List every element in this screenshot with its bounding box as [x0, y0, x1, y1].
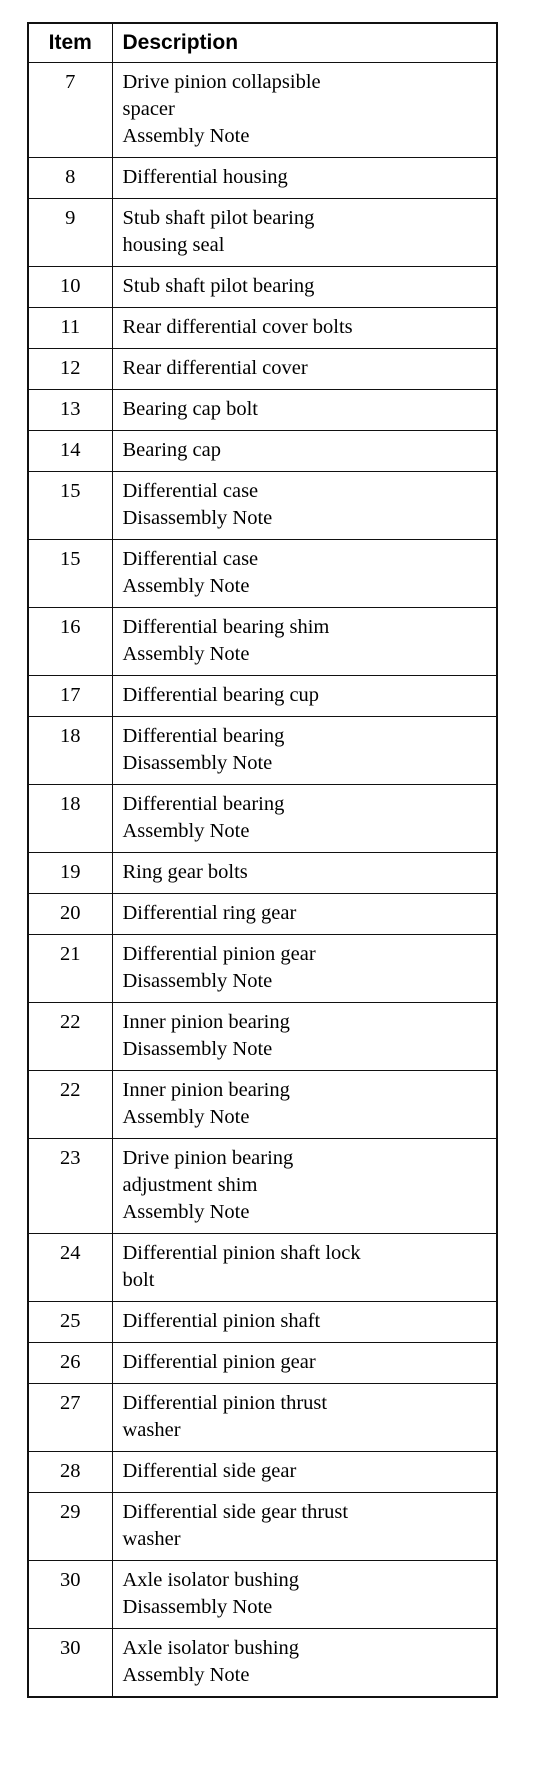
- description-line: Disassembly Note: [122, 970, 273, 992]
- table-row: [28, 1629, 497, 1698]
- item-description: [112, 431, 497, 472]
- description-line: spacer: [122, 98, 175, 120]
- description-line: Disassembly Note: [122, 1596, 273, 1618]
- table-row: [28, 199, 497, 267]
- description-line: Assembly Note: [122, 575, 250, 597]
- description-line: Differential pinion thrust: [122, 1392, 328, 1414]
- description-line: Differential bearing: [122, 725, 285, 747]
- description-line: Drive pinion collapsible: [122, 71, 321, 93]
- item-number: 15: [28, 540, 112, 608]
- item-description: [112, 676, 497, 717]
- table-row: [28, 1003, 497, 1071]
- description-line: Differential side gear: [122, 1460, 297, 1482]
- item-number: 23: [28, 1139, 112, 1234]
- item-number: 12: [28, 349, 112, 390]
- description-line: Assembly Note: [122, 643, 250, 665]
- table-body: [28, 63, 497, 1698]
- table-row: [28, 349, 497, 390]
- description-line: Disassembly Note: [122, 507, 273, 529]
- table-row: [28, 1561, 497, 1629]
- description-line: Differential case: [122, 480, 259, 502]
- table-row: [28, 1343, 497, 1384]
- table-row: [28, 472, 497, 540]
- item-number: 21: [28, 935, 112, 1003]
- item-description: [112, 390, 497, 431]
- item-description: [112, 1071, 497, 1139]
- description-line: Differential ring gear: [122, 902, 297, 924]
- item-number: 26: [28, 1343, 112, 1384]
- description-line: Assembly Note: [122, 1201, 250, 1223]
- description-line: Assembly Note: [122, 1664, 250, 1686]
- description-line: Inner pinion bearing: [122, 1011, 290, 1033]
- description-line: Axle isolator bushing: [122, 1637, 300, 1659]
- table-row: [28, 853, 497, 894]
- table-row: [28, 785, 497, 853]
- item-number: 22: [28, 1003, 112, 1071]
- description-line: Bearing cap bolt: [122, 398, 258, 420]
- table-row: [28, 608, 497, 676]
- item-description: [112, 1452, 497, 1493]
- description-line: Assembly Note: [122, 125, 250, 147]
- description-line: Bearing cap: [122, 439, 221, 461]
- description-line: Differential pinion shaft: [122, 1310, 321, 1332]
- item-number: 24: [28, 1234, 112, 1302]
- item-number: 30: [28, 1629, 112, 1698]
- item-description: [112, 1302, 497, 1343]
- item-description: [112, 608, 497, 676]
- description-line: Differential housing: [122, 166, 288, 188]
- item-number: 18: [28, 785, 112, 853]
- description-line: Differential bearing shim: [122, 616, 330, 638]
- item-description: [112, 1384, 497, 1452]
- item-description: [112, 349, 497, 390]
- item-description: [112, 1493, 497, 1561]
- description-line: Assembly Note: [122, 820, 250, 842]
- description-line: washer: [122, 1528, 181, 1550]
- table-row: [28, 1139, 497, 1234]
- table-header: [28, 23, 497, 63]
- item-description: [112, 853, 497, 894]
- description-line: Ring gear bolts: [122, 861, 248, 883]
- item-description: [112, 894, 497, 935]
- item-number: 28: [28, 1452, 112, 1493]
- description-line: washer: [122, 1419, 181, 1441]
- table-row: [28, 1493, 497, 1561]
- table-row: [28, 267, 497, 308]
- table-row: [28, 308, 497, 349]
- item-description: [112, 935, 497, 1003]
- item-number: 17: [28, 676, 112, 717]
- item-number: 7: [28, 63, 112, 158]
- table-row: [28, 1071, 497, 1139]
- description-line: Stub shaft pilot bearing: [122, 275, 315, 297]
- description-line: housing seal: [122, 234, 225, 256]
- table-row: [28, 431, 497, 472]
- table-row: [28, 894, 497, 935]
- description-line: Differential case: [122, 548, 259, 570]
- description-line: Axle isolator bushing: [122, 1569, 300, 1591]
- item-description: [112, 540, 497, 608]
- item-number: 13: [28, 390, 112, 431]
- table-row: [28, 390, 497, 431]
- description-line: Disassembly Note: [122, 752, 273, 774]
- table-row: [28, 1384, 497, 1452]
- description-line: Disassembly Note: [122, 1038, 273, 1060]
- description-line: Assembly Note: [122, 1106, 250, 1128]
- item-number: 8: [28, 158, 112, 199]
- item-number: 9: [28, 199, 112, 267]
- item-number: 15: [28, 472, 112, 540]
- item-column-header: Item: [28, 23, 112, 63]
- description-column-header: Description: [112, 23, 497, 63]
- header-row: [28, 23, 497, 63]
- item-description: [112, 267, 497, 308]
- description-line: Drive pinion bearing: [122, 1147, 294, 1169]
- description-line: Stub shaft pilot bearing: [122, 207, 315, 229]
- item-number: 25: [28, 1302, 112, 1343]
- item-number: 11: [28, 308, 112, 349]
- description-line: bolt: [122, 1269, 155, 1291]
- item-description: [112, 1629, 497, 1698]
- description-line: Differential pinion shaft lock: [122, 1242, 361, 1264]
- description-line: Differential pinion gear: [122, 943, 316, 965]
- description-line: Differential pinion gear: [122, 1351, 316, 1373]
- item-description: [112, 199, 497, 267]
- table-row: [28, 935, 497, 1003]
- table-row: [28, 1302, 497, 1343]
- item-description: [112, 1003, 497, 1071]
- table-row: [28, 540, 497, 608]
- item-number: 19: [28, 853, 112, 894]
- description-line: Inner pinion bearing: [122, 1079, 290, 1101]
- item-number: 29: [28, 1493, 112, 1561]
- item-description: [112, 308, 497, 349]
- item-description: [112, 717, 497, 785]
- item-description: [112, 158, 497, 199]
- item-description: [112, 1234, 497, 1302]
- description-line: Rear differential cover bolts: [122, 316, 353, 338]
- item-number: 22: [28, 1071, 112, 1139]
- item-description: [112, 1561, 497, 1629]
- parts-table: [27, 22, 498, 1698]
- item-number: 10: [28, 267, 112, 308]
- table-row: [28, 1234, 497, 1302]
- item-description: [112, 63, 497, 158]
- item-number: 20: [28, 894, 112, 935]
- item-number: 30: [28, 1561, 112, 1629]
- item-number: 14: [28, 431, 112, 472]
- item-description: [112, 472, 497, 540]
- table-row: [28, 676, 497, 717]
- table-row: [28, 1452, 497, 1493]
- table-row: [28, 63, 497, 158]
- table-row: [28, 158, 497, 199]
- description-line: Differential bearing: [122, 793, 285, 815]
- table-row: [28, 717, 497, 785]
- item-description: [112, 1343, 497, 1384]
- description-line: adjustment shim: [122, 1174, 258, 1196]
- item-number: 18: [28, 717, 112, 785]
- item-description: [112, 785, 497, 853]
- description-line: Differential side gear thrust: [122, 1501, 349, 1523]
- item-number: 27: [28, 1384, 112, 1452]
- description-line: Rear differential cover: [122, 357, 308, 379]
- item-number: 16: [28, 608, 112, 676]
- item-description: [112, 1139, 497, 1234]
- description-line: Differential bearing cup: [122, 684, 320, 706]
